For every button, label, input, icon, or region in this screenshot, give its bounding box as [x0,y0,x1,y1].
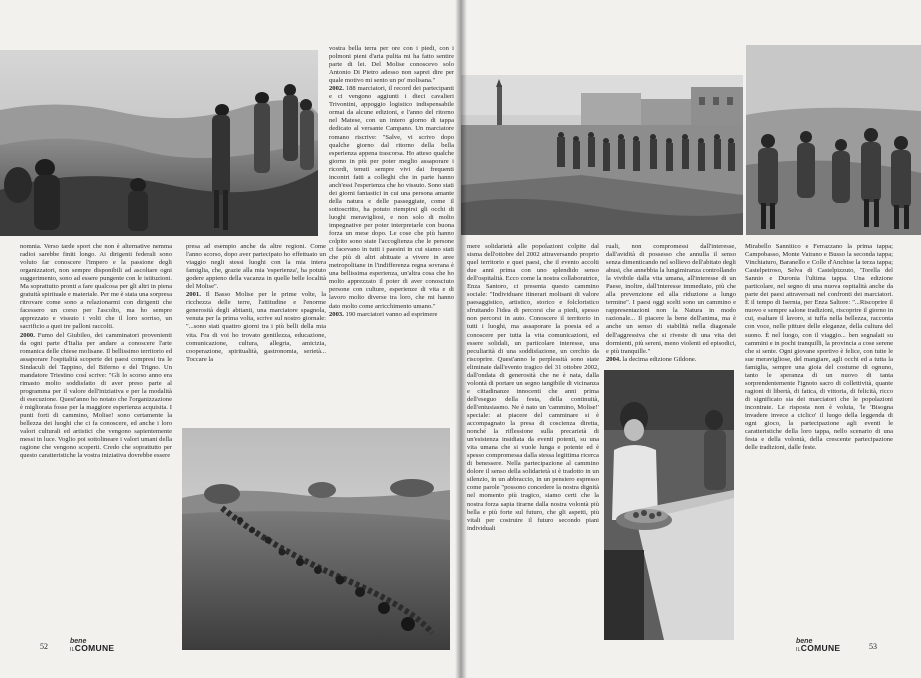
text-column-6 [745,243,893,648]
woman-at-table-photo [604,370,734,640]
paragraph: nomnia. Verso tarde sport che non è alternative nemma radioi sarebbe finiti longo. Ai dirigenti federali sono voluto far conoscere l'impero e la passione degli organizzatori, non sempre disponibili ad ascoltare ogni suggerimento, sono ad essere pungente con le istituzioni. Ma soprattutto pronti a fare qualcosa per gli altri in piena gratuità spirituale e materiale. Per me è stata una sorpresa ritrovare come sono a relazionarmi con dirigenti che facessero un corso per l'ascolto, ma ho sempre apprezzato e vissuto i volti che il loro sorriso, un sacrificio a quei tre palloni raccolti. [20,243,172,331]
page-number: 53 [869,642,877,651]
paragraph: mere solidarietà alle popolazioni colpite dal sisma dell'ottobre del 2002 attraversando proprio quel territorio e quei paesi, che il evento accolti due anni prima con uno splendido senso dell'ospitalità. Ecco come la nostra collaboratrice, Enza Santoro, ci presenta questo cammino sociale: "Individuare itinerari molisani di valore paesaggistico, artistico, storico e folcloristico sfruttando l'idea di percorsi che a piedi, spesso non percorsi in auto. Conoscere il territorio in tutti i luoghi, ma assaporare la poesia ed a conoscere per tutta la vita comunicazioni, ed essere solidali, un particolare interesse, una peculiarità di una soddisfazione, un cerchio da riscoprire. Quest'anno le perplessità sono state eliminate dall'evento tragico del 31 ottobre 2002, dall'ondata di generosità che ne è nata, dalla volontà di portare un segno tangibile di vicinanza e cittadinanze innocenti che anni prima dell'eseguo della festa, della continuità, dell'entusiasmo. Ne è nato un 'cammino, Molise!' speciale: ai piacere del camminare si è accompagnato la presa di coscienza diretta, nonché la riflessione sulla precarietà di un'esistenza insidiata da eventi potenti, su una vita umana che si vuole lunga e potente ed è spesso compromessa dalla stessa legittima ricerca di benessere. Nella partecipazione al cammino dolore il senso della solidarietà si è tradotto in un silenzio, in un abbraccio, in un pensiero espresso come parole "possono concedere la nostra dignità nel momento più tragico, siamo certi che la nostra forza sapia tirarne dalla nostra volontà più bella e più forte sul futuro, che gli aspetti, più vitali per costruire il futuro secondo piani individuali [467,243,599,532]
paragraph: Mirabello Sannitico e Ferrazzano la prima tappa; Campobasso, Monte Vairano e Busso la seconda tappa; Vinchiaturo, Baranello e Colle d'Anchise la terza tappa; Castelpetroso, Selva di Castelpizzuto, 'Torella del Sannio e Duronia l'ultima tappa. Una edizione particolare, nel segno di una nuova ospitalità anche da parte dei paesi attraversati nel confronti dei marciatori. È il tempo di Isernia, per Enza Saltore: "...Riscoprire il nuovo e sempre salone tradizioni, riscoprire il giorno in cui, esaltare il lavoro, si tuffa nella bellezza, racconta con voce, nelle pitture delle eleganze, della cultura del suono. È nel luogo, con il viaggio... ben segnalati su cammini e in pochi tranquilli, la provincia a cose serene che si sente. Ogni giovane sportivo è felice, con tutte le sue meravigliose, del mangiare, agli occhi ed a tutta la famiglia, sempre una gioia del costume di ognuno, tanto le speranza di un nuovo di tanta sorprendentemente l'ignoto sacro di collettività, quante ragioni di libertà, di fatica, di vittoria, di felicità, ricco di significato sia dei marciatori che le popolazioni incontrate. Le risposta non è voluta, 'le 'Bisogna invadere invece a ciclico' il luogo della leggenda di ogni gioco, la partecipazione agli eventi le caratteristiche della loro tappa, nello scenario di una festa e della volontà, della crescente partecipazione delle tradizioni, dalle feste. [745,243,893,452]
paragraph: Fumo del Giubileo, dei camminatori provenienti da ogni parte d'Italia per andare a conoscere l'arte romanica delle chiese molisane. Il bellissimo territorio ed assaporare l'ospitalità scoperte dei paesi compresi tra le Sindaculi del Tappino, del Biferno e del Trigno. Un mandatore Triestino così scrive: "Gli lo scorso anno era rimasto molto soddisfatto di aver preso parte al programma per il valore dell'iniziativa e per la modalità di esecuzione. Quest'anno ho notato che l'organizzazione è migliorata fosse per la maggiore esperienza acquisita. I punti forti di cammino, Molise! sono certamente la bellezza dei luoghi che ci fa conoscere, ed anche i loro valori culturali ed artistici che vengono sapientemente messi in luce. Voglio poi sottolineare i valori umani della ragione che vengono scoperti. Credo che soprattutto per questo caratteristiche la vostra iniziativa dovrebbe essere [20,331,172,460]
paragraph: 190 marciatori vanno ad esprimere [343,310,438,318]
paragraph: Il Basso Molise per le prime volte, la ricchezza delle terre, l'attitudine e l'enorme generosità degli abitanti, una marciatore spagnola, venuta per la prima volta, scrive sul nostro giornale: "...sono stati quattro giorni tra i più belli della mia vita. Fra di voi ho trovato gentilezza, educazione, comunicazione, cultura, allegria, amicizia, cooperazione, spiritualità, gastronomia, serietà... Toccare la [186,291,326,363]
magazine-logo [796,638,840,654]
logo-article: IL [796,647,801,653]
magazine-logo [70,638,114,654]
page-gutter [455,0,467,678]
text-column-3 [329,45,454,423]
logo-article: IL [70,647,75,653]
logo-line2: COMUNE [74,643,115,653]
paragraph: presa ad esempio anche da altre regioni. Come l'anno scorso, dopo aver partecipato ho effettuato un viaggio negli stessi luoghi con la mia intera famiglia, che, grazie alla mia 'esperienza', ha potuto godere appieno della vacanza in quelle belle località del Molise". [186,243,326,291]
text-column-1 [20,243,172,643]
year-heading: 2000. [20,331,35,339]
year-heading: 2001. [186,291,201,299]
logo-line1: bene [796,638,813,645]
crowd-in-village-photo [461,75,743,235]
paragraph: vostra bella terra per ore con i piedi, con i polmoni pieni d'aria pulita mi ha fatto sentire parte di lei. Del Molise conoscevo solo Antonio Di Pietro adesso non saprei dire per quale motivo mi sento un po' molisana." [329,45,454,85]
paragraph: la decima edizione Gildone. [620,355,697,363]
paragraph: ruali, non compromessi dall'interesse, dall'avidità di possesso che annulla il senso senza dimenticando nel sollievo dell'abitato degli abusi, che annebbia la lungimiranza controllando la vivibile dalla vita umana, all'interesse di un Paese, inoltre, dall'interesse immediato, più che alla prevenzione ed alla riduzione a lungo termine". I paesi oggi scelti sono un cammino e rappresentazioni non la Natura in modo razionale... Il piacere la bene dell'anima, ma è anche un senso di stabilità nella diagonale dell'aggressiva che si riveste di una vita dei dormienti, più sereni, meno violenti ed episodici, e più tranquille." [606,243,736,355]
text-column-5 [606,243,736,367]
walkers-group-photo [746,45,921,235]
text-column-4 [467,243,599,648]
text-column-2 [186,243,326,423]
logo-line2: COMUNE [800,643,841,653]
year-heading: 2004. [606,355,621,363]
page-number: 52 [40,642,48,651]
hikers-on-trail-photo [0,50,318,236]
logo-line1: bene [70,638,87,645]
paragraph: 188 marciatori, il record dei partecipanti e ci vengono aggiunti i dieci cavalieri Trivontini, appoggio logistico indispensabile ormai da alcune edizioni, e l'anno del ritorno nel Matese, con un intero giorno di tappa dedicato al versante Campano. Un marciatore romano riscrive: "Salve, vi scrivo dopo qualche giorno dal ritorno della bella esperienza appena trascorsa. Ho atteso qualche giorno in più per poter meglio assaporare i ricordi, tenuti sempre vivi dai frequenti incontri fatti a colleghi che in parte hanno anch'essi l'esperienza che ho vissuto. Sono stati dei giorni fantastici in cui una persona amante della natura e delle passeggiate, come il sottoscritto, ha potuto riempirsi gli occhi di luoghi meravigliosi, e non solo di molto impegnative per poter interpretarle con buona forza un mese dopo. Le cose che più hanno colpito sono state l'accoglienza che le persone ci facevano in tutti i paesini in cui siamo stati che più di altri abituate a vivere in aree metropolitane in l'indifferenza regna sovrana è una bellissima esperienza, un'altra cosa che ho molto apprezzato il poter di aver conosciuto persone con culture, esperienze di vita e di lavoro molto diverse tra loro, che mi hanno dato molto come arricchimento umano." [329,85,454,310]
year-heading: 2002. [329,85,344,93]
right-page [461,0,921,678]
riders-in-field-photo [182,428,450,650]
year-heading: 2003. [329,310,344,318]
